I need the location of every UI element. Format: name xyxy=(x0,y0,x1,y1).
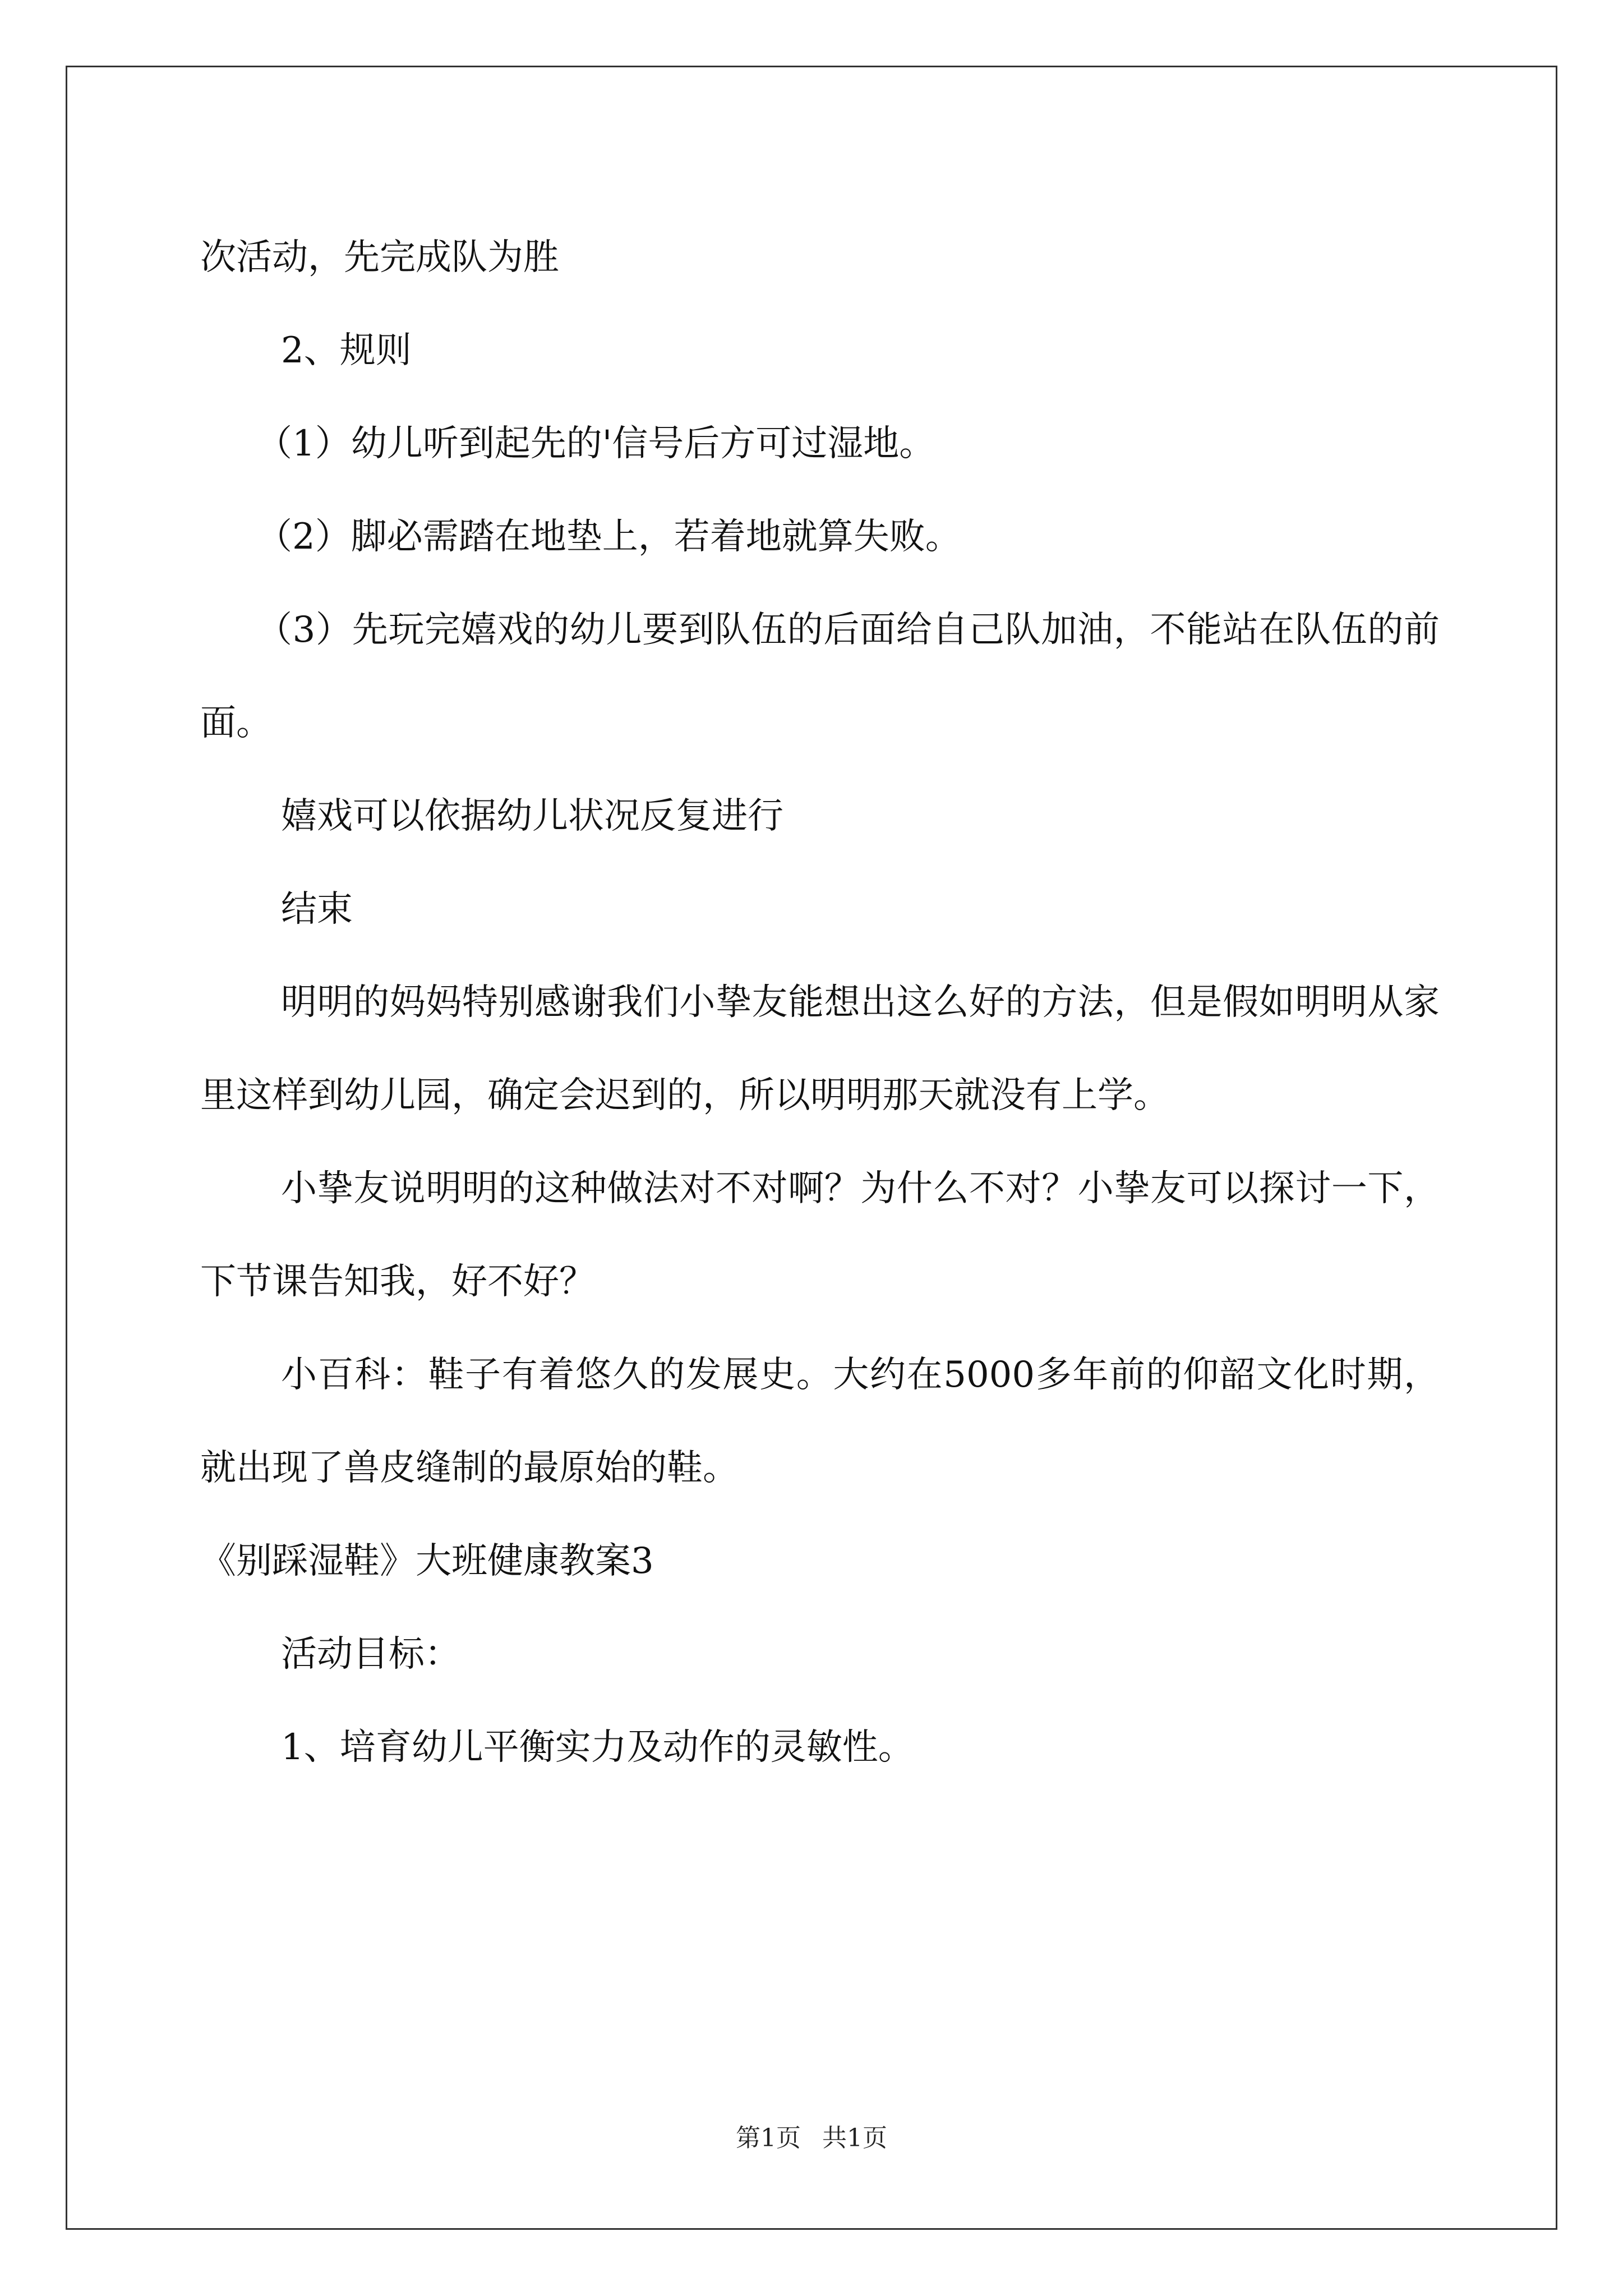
paragraph-rule-2: （2）脚必需踏在地垫上，若着地就算失败。 xyxy=(256,516,961,558)
paragraph-rules-heading: 2、规则 xyxy=(281,330,412,371)
paragraph-story: 明明的妈妈特别感谢我们小挚友能想出这么好的方法，但是假如明明从家里这样到幼儿园，确定会迟到的，所以明明那天就没有上学。 xyxy=(200,982,1440,1116)
paragraph-rule-1: （1）幼儿听到起先的'信号后方可过湿地。 xyxy=(256,423,935,464)
document-body xyxy=(200,211,1440,1794)
paragraph-repeat: 嬉戏可以依据幼儿状况反复进行 xyxy=(281,795,783,837)
page-number: 第1页 xyxy=(736,2124,801,2152)
page-total: 共1页 xyxy=(822,2124,887,2152)
paragraph-encyclopedia: 小百科：鞋子有着悠久的发展史。大约在5000多年前的仰韶文化时期，就出现了兽皮缝制的最原始的鞋。 xyxy=(200,1354,1440,1489)
page-footer xyxy=(0,2122,1623,2155)
paragraph-objective-1: 1、培育幼儿平衡实力及动作的灵敏性。 xyxy=(281,1727,914,1768)
paragraph-end: 结束 xyxy=(281,889,353,930)
paragraph-objectives-heading: 活动目标： xyxy=(281,1634,460,1675)
section-title: 《别踩湿鞋》大班健康教案3 xyxy=(200,1540,654,1582)
paragraph-continuation: 次活动，先完成队为胜 xyxy=(200,237,559,278)
paragraph-rule-3: （3）先玩完嬉戏的幼儿要到队伍的后面给自己队加油，不能站在队伍的前面。 xyxy=(200,609,1440,744)
paragraph-question: 小挚友说明明的这种做法对不对啊？为什么不对？小挚友可以探讨一下，下节课告知我，好不好？ xyxy=(200,1168,1440,1303)
